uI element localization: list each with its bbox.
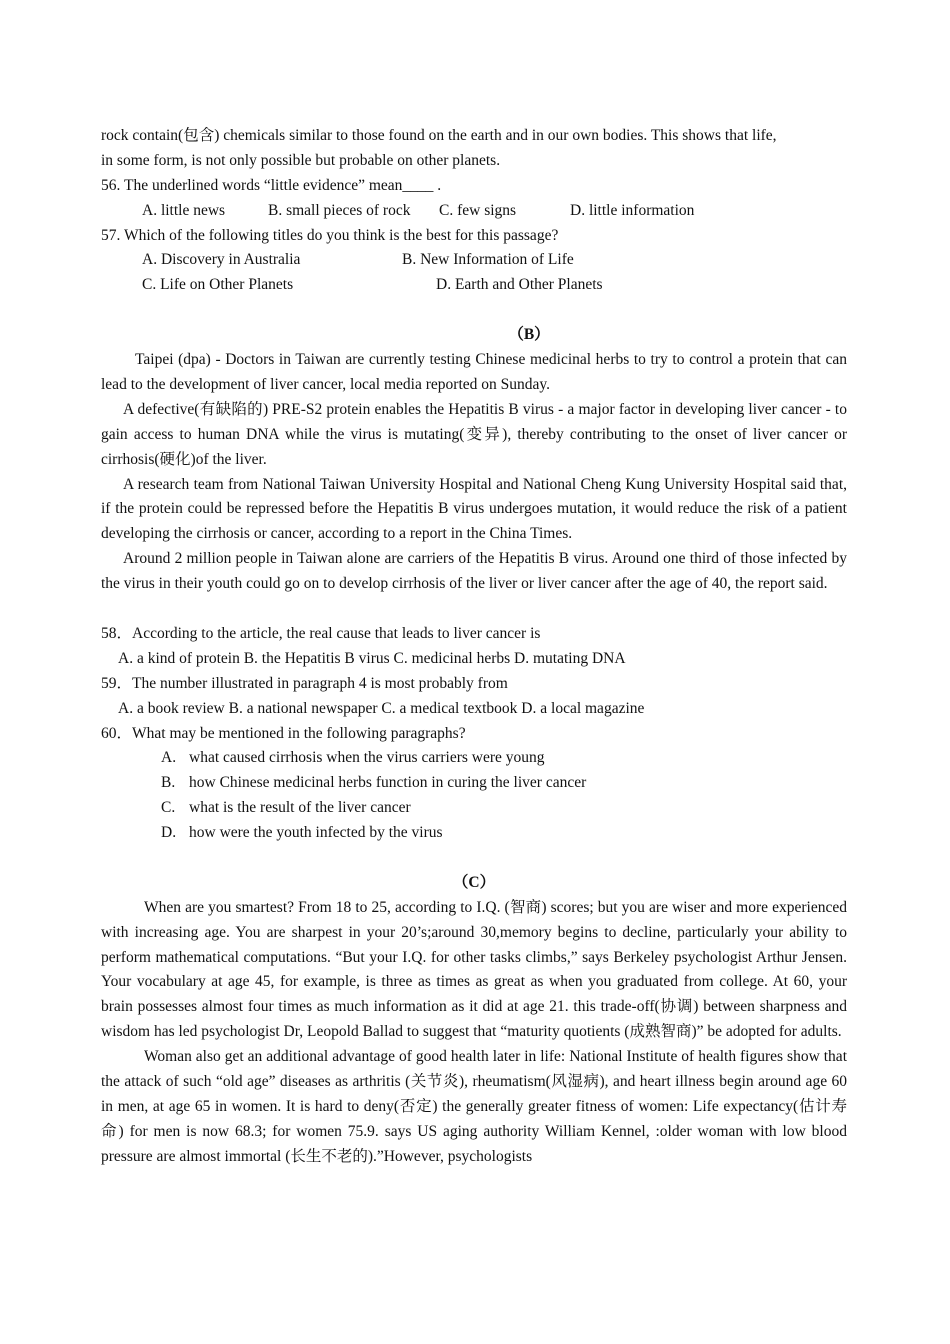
option-a: A. little news xyxy=(142,201,226,219)
choice-text: what caused cirrhosis when the virus carriers were young xyxy=(189,749,545,767)
question-59-stem: 59．The number illustrated in paragraph 4 is most probably from xyxy=(101,674,508,692)
option-d: D. little information xyxy=(570,201,695,219)
question-60-choice xyxy=(101,771,847,796)
question-60-choice xyxy=(101,746,847,771)
section-b-paragraph: Taipei (dpa) - Doctors in Taiwan are currently testing Chinese medicinal herbs to try to control a protein that can lead to the development of liver cancer, local media reported on Sunday. xyxy=(101,351,847,393)
choice-letter: A. xyxy=(161,749,177,767)
section-b-paragraph: A defective(有缺陷的) PRE-S2 protein enables the Hepatitis B virus - a major factor in developing liver cancer - to gain access to human DNA while the virus is mutating(变异), thereby contributing to the onset of liver cancer or cirrhosis(硬化)of the liver. xyxy=(101,400,847,468)
passage-a-line: in some form, is not only possible but probable on other planets. xyxy=(101,151,501,169)
question-57-options xyxy=(101,248,847,273)
question-58-options: A. a kind of protein B. the Hepatitis B virus C. medicinal herbs D. mutating DNA xyxy=(118,649,626,667)
question-60-stem: 60．What may be mentioned in the following paragraphs? xyxy=(101,724,466,742)
question-56-options xyxy=(101,199,847,224)
section-c-heading: （C） xyxy=(452,873,496,891)
section-b-heading: （B） xyxy=(508,326,550,344)
option-d: D. Earth and Other Planets xyxy=(436,276,603,294)
choice-text: what is the result of the liver cancer xyxy=(189,799,411,817)
option-b: B. New Information of Life xyxy=(402,251,574,269)
question-59-options: A. a book review B. a national newspaper C. a medical textbook D. a local magazine xyxy=(118,699,645,717)
question-56-stem: 56. The underlined words “little evidence” mean____ . xyxy=(101,176,442,194)
section-c-paragraph: When are you smartest? From 18 to 25, according to I.Q. (智商) scores; but you are wiser and more experienced with increasing age. You are sharpest in your 20’s;around 30,memory begins to decline, particularly your ability to perform mathematical computations. “But your I.Q. for other tasks climbs,” says Berkeley psychologist Arthur Jensen. Your vocabulary at age 45, for example, is three as times as great as when you graduated from college. At 60, your brain possesses almost four times as much information as it did at age 21. this trade-off(协调) between sharpness and wisdom has led psychologist Dr, Leopold Ballad to suggest that “maturity quotients (成熟智商)” be adopted for adults. xyxy=(101,898,847,1041)
choice-letter: B. xyxy=(161,774,176,792)
option-a: A. Discovery in Australia xyxy=(142,251,301,269)
question-57-options xyxy=(101,273,847,298)
question-60-choice xyxy=(101,821,847,846)
question-58-stem: 58．According to the article, the real cause that leads to liver cancer is xyxy=(101,624,541,642)
question-57-stem: 57. Which of the following titles do you think is the best for this passage? xyxy=(101,226,559,244)
choice-text: how were the youth infected by the virus xyxy=(189,824,443,842)
document-page xyxy=(101,124,847,1170)
choice-letter: C. xyxy=(161,799,176,817)
option-c: C. few signs xyxy=(439,201,517,219)
option-b: B. small pieces of rock xyxy=(268,201,411,219)
choice-text: how Chinese medicinal herbs function in curing the liver cancer xyxy=(189,774,587,792)
passage-a-line: rock contain(包含) chemicals similar to those found on the earth and in our own bodies. This shows that life, xyxy=(101,127,777,144)
question-60-choice xyxy=(101,796,847,821)
section-c-paragraph: Woman also get an additional advantage of good health later in life: National Institute of health figures show that the attack of such “old age” diseases as arthritis (关节炎), rheumatism(风湿病), and heart illness begin around age 60 in men, at age 65 in women. It is hard to deny(否定) the generally greater fitness of women: Life expectancy(估计寿命) for men is now 68.3; for women 75.9. says US aging authority William Kennel, :older woman with low blood pressure are almost immortal (长生不老的).”However, psychologists xyxy=(101,1048,847,1165)
section-b-paragraph: Around 2 million people in Taiwan alone are carriers of the Hepatitis B virus. Around one third of those infected by the virus in their youth could go on to develop cirrhosis of the liver or liver cancer after the age of 40, the report said. xyxy=(101,550,847,593)
choice-letter: D. xyxy=(161,824,177,842)
option-c: C. Life on Other Planets xyxy=(142,276,294,294)
section-b-paragraph: A research team from National Taiwan University Hospital and National Cheng Kung University Hospital said that, if the protein could be repressed before the Hepatitis B virus undergoes mutation, it would reduce the risk of a patient developing the cirrhosis or cancer, according to a report in the China Times. xyxy=(101,475,847,543)
